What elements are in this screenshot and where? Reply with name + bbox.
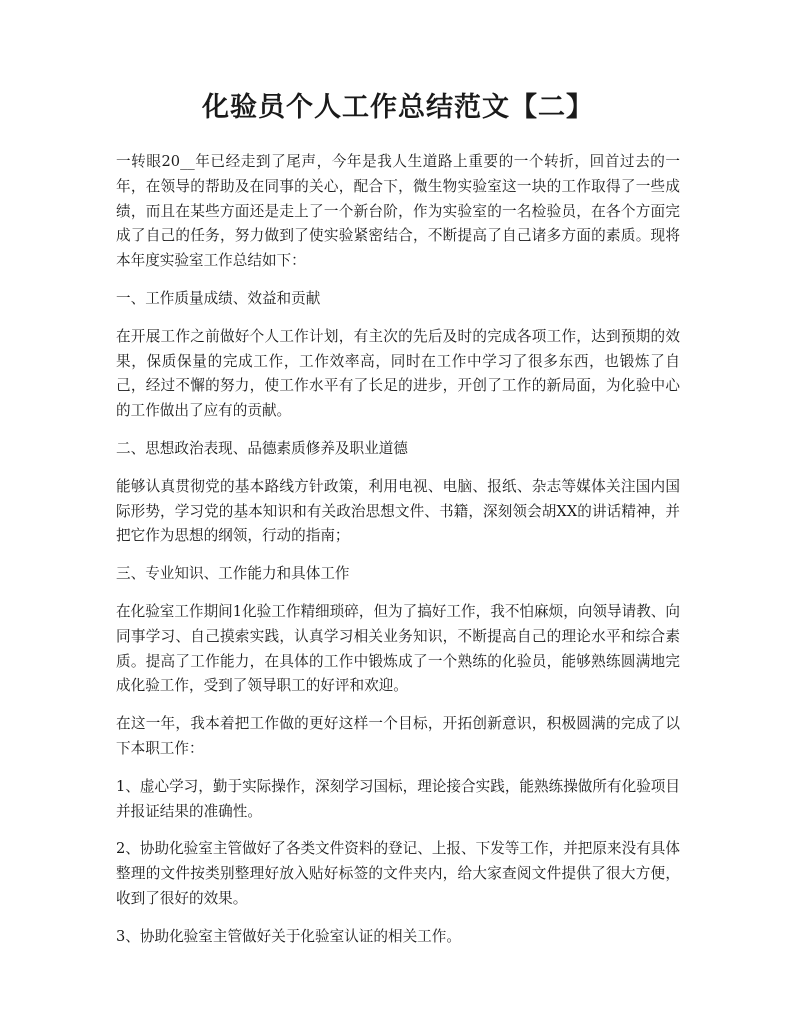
document-title: 化验员个人工作总结范文【二】	[202, 92, 594, 123]
section-3-paragraph: 在化验室工作期间1化验工作精细琐碎，但为了搞好工作，我不怕麻烦，向领导请教、向同事学习、自己摸索实践，认真学习相关业务知识，不断提高自己的理论水平和综合素质。提高了工作能力，在具体的工作中锻炼成了一个熟练的化验员，能够熟练圆满地完成化验工作，受到了领导职工的好评和欢迎。	[116, 602, 680, 695]
document-page	[116, 88, 680, 963]
list-item-1: 1、虚心学习，勤于实际操作，深刻学习国标，理论接合实践，能熟练操做所有化验项目并报证结果的准确性。	[116, 777, 680, 820]
list-item-2: 2、协助化验室主管做好了各类文件资料的登记、上报、下发等工作，并把原来没有具体整理的文件按类别整理好放入贴好标签的文件夹内，给大家查阅文件提供了很大方便，收到了很好的效果。	[116, 840, 680, 907]
section-heading-2: 二、思想政治表现、品德素质修养及职业道德	[116, 439, 408, 457]
list-item-3: 3、协助化验室主管做好关于化验室认证的相关工作。	[116, 927, 461, 945]
section-heading-3: 三、专业知识、工作能力和具体工作	[116, 565, 350, 583]
section-heading-1: 一、工作质量成绩、效益和贡献	[116, 289, 321, 307]
intro-paragraph: 一转眼20__年已经走到了尾声，今年是我人生道路上重要的一个转折，回首过去的一年，在领导的帮助及在同事的关心，配合下，微生物实验室这一块的工作取得了一些成绩，而且在某些方面还是走上了一个新台阶，作为实验室的一名检验员，在各个方面完成了自己的任务，努力做到了使实验紧密结合，不断提高了自己诸多方面的素质。现将本年度实验室工作总结如下：	[116, 153, 680, 270]
section-2-paragraph: 能够认真贯彻党的基本路线方针政策，利用电视、电脑、报纸、杂志等媒体关注国内国际形势，学习党的基本知识和有关政治思想文件、书籍，深刻领会胡XX的讲话精神，并把它作为思想的纲领，行动的指南；	[116, 477, 680, 545]
section-1-paragraph: 在开展工作之前做好个人工作计划，有主次的先后及时的完成各项工作，达到预期的效果，保质保量的完成工作，工作效率高，同时在工作中学习了很多东西，也锻炼了自己，经过不懈的努力，使工作水平有了长足的进步，开创了工作的新局面，为化验中心的工作做出了应有的贡献。	[116, 327, 680, 420]
work-summary-paragraph: 在这一年，我本着把工作做的更好这样一个目标，开拓创新意识，积极圆满的完成了以下本职工作：	[116, 715, 680, 757]
